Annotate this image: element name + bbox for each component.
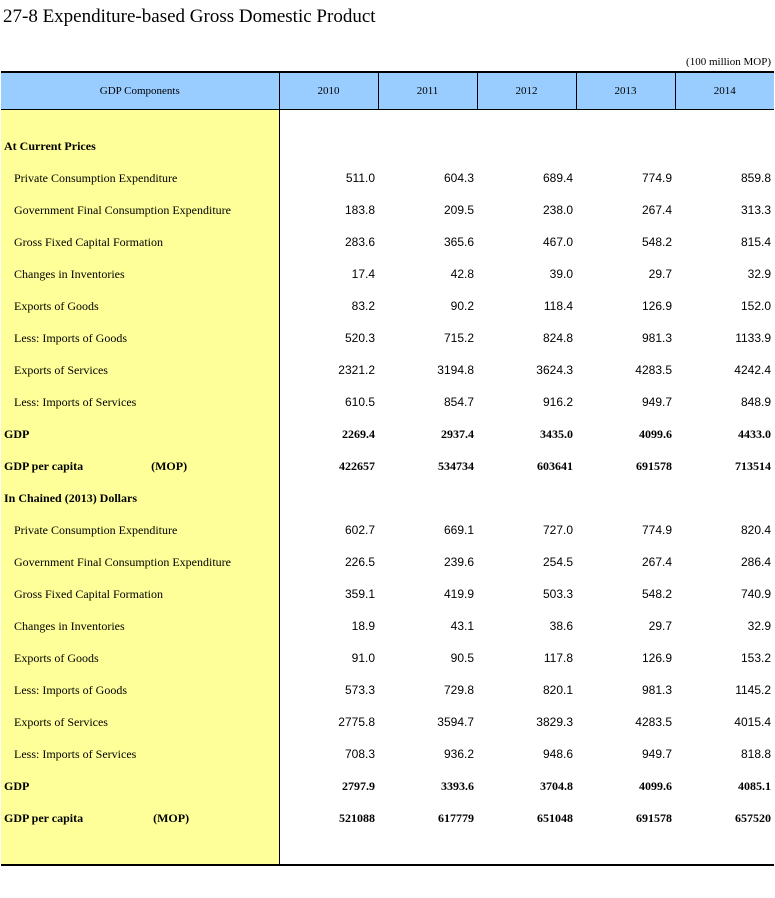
value-cell: 3594.7 [437, 715, 474, 729]
value-cell: 313.3 [740, 203, 771, 217]
tail-cell [576, 834, 675, 865]
row-label [1, 706, 279, 738]
value-cell: 359.1 [344, 587, 375, 601]
value-cell: 238.0 [542, 203, 573, 217]
value-cell: 467.0 [542, 235, 573, 249]
value-cell: 90.2 [450, 299, 474, 313]
value-cell: 1145.2 [735, 683, 771, 697]
value-cell: 4085.1 [738, 778, 771, 793]
value-cell: 651048 [537, 810, 573, 825]
row-label-text: Gross Fixed Capital Formation [14, 234, 163, 249]
value-cell: 286.4 [740, 555, 771, 569]
value-cell: 118.4 [543, 299, 573, 313]
value-cell: 90.5 [450, 651, 474, 665]
table-row [1, 226, 774, 258]
value-cell: 573.3 [344, 683, 375, 697]
value-cell: 854.7 [443, 395, 474, 409]
value-cell: 669.1 [443, 523, 474, 537]
value-cell [576, 482, 675, 514]
value-cell: 610.5 [344, 395, 375, 409]
page-title: 27-8 Expenditure-based Gross Domestic Product [3, 6, 376, 27]
value-cell: 3393.6 [441, 778, 474, 793]
value-cell [675, 130, 774, 162]
value-cell: 267.4 [641, 203, 672, 217]
value-cell: 4099.6 [639, 778, 672, 793]
value-cell: 602.7 [344, 523, 375, 537]
table-row [1, 610, 774, 642]
value-cell: 981.3 [641, 331, 672, 345]
value-cell: 534734 [438, 458, 474, 473]
value-cell: 604.3 [443, 171, 474, 185]
value-cell [279, 482, 378, 514]
row-label-text: Less: Imports of Services [14, 394, 137, 409]
value-cell: 152.0 [740, 299, 771, 313]
row-label [1, 162, 279, 194]
row-label-text: Government Final Consumption Expenditure [14, 554, 231, 569]
row-label [1, 226, 279, 258]
row-label-text: Gross Fixed Capital Formation [14, 586, 163, 601]
value-cell: 818.8 [740, 747, 771, 761]
value-cell: 2321.2 [338, 363, 375, 377]
row-label [1, 802, 279, 834]
unit-note: (100 million MOP) [686, 56, 771, 68]
value-cell: 38.6 [549, 619, 573, 633]
value-cell [576, 130, 675, 162]
value-cell: 691578 [636, 810, 672, 825]
value-cell [675, 482, 774, 514]
row-label [1, 546, 279, 578]
value-cell: 32.9 [747, 619, 771, 633]
row-label [1, 770, 279, 802]
tail-cell [477, 834, 576, 865]
spacer-cell [1, 110, 279, 131]
table-row [1, 386, 774, 418]
tail-cell [675, 834, 774, 865]
value-cell: 511.0 [345, 171, 375, 185]
table-row [1, 290, 774, 322]
value-cell: 1133.9 [735, 331, 771, 345]
value-cell: 17.4 [351, 267, 375, 281]
row-label-text: Exports of Goods [14, 298, 99, 313]
value-cell: 729.8 [443, 683, 474, 697]
value-cell: 949.7 [641, 747, 672, 761]
table-row [1, 706, 774, 738]
row-unit: (MOP) [151, 458, 188, 473]
header-row [1, 72, 774, 110]
value-cell: 3435.0 [540, 426, 573, 441]
spacer-row [1, 110, 774, 131]
value-cell: 715.2 [443, 331, 474, 345]
row-label-text: GDP per capita [4, 810, 84, 825]
table-row [1, 258, 774, 290]
header-year: 2010 [279, 72, 378, 110]
row-label [1, 610, 279, 642]
header-year: 2011 [378, 72, 477, 110]
gdp-table [1, 71, 774, 866]
row-label [1, 290, 279, 322]
row-label [1, 450, 279, 482]
value-cell: 981.3 [641, 683, 672, 697]
header-year: 2014 [675, 72, 774, 110]
value-cell: 117.8 [543, 651, 573, 665]
header-year: 2013 [576, 72, 675, 110]
value-cell: 83.2 [351, 299, 375, 313]
row-label [1, 514, 279, 546]
value-cell: 520.3 [344, 331, 375, 345]
value-cell: 820.4 [740, 523, 771, 537]
spacer-cell [477, 110, 576, 131]
row-label-text: Exports of Services [14, 362, 108, 377]
spacer-cell [279, 110, 378, 131]
spacer-cell [576, 110, 675, 131]
total-row [1, 450, 774, 482]
row-label-text: Government Final Consumption Expenditure [14, 202, 231, 217]
value-cell: 18.9 [351, 619, 375, 633]
value-cell: 2937.4 [441, 426, 474, 441]
value-cell: 29.7 [648, 619, 672, 633]
tail-cell [1, 834, 279, 865]
value-cell: 824.8 [542, 331, 573, 345]
value-cell: 727.0 [542, 523, 573, 537]
value-cell: 4433.0 [738, 426, 771, 441]
table-row [1, 578, 774, 610]
table-body [1, 110, 774, 866]
value-cell: 708.3 [344, 747, 375, 761]
total-row [1, 802, 774, 834]
row-label-text: GDP per capita [4, 458, 84, 473]
row-label [1, 674, 279, 706]
value-cell: 4283.5 [635, 363, 672, 377]
row-label-text: Less: Imports of Goods [14, 330, 127, 345]
value-cell: 4242.4 [734, 363, 771, 377]
value-cell: 365.6 [443, 235, 474, 249]
row-label [1, 386, 279, 418]
row-label [1, 642, 279, 674]
value-cell [378, 130, 477, 162]
total-row [1, 418, 774, 450]
tail-row [1, 834, 774, 865]
value-cell: 689.4 [542, 171, 573, 185]
value-cell: 422657 [339, 458, 375, 473]
value-cell: 848.9 [740, 395, 771, 409]
value-cell: 29.7 [648, 267, 672, 281]
value-cell: 3624.3 [536, 363, 573, 377]
value-cell: 916.2 [542, 395, 573, 409]
value-cell: 936.2 [443, 747, 474, 761]
value-cell: 815.4 [740, 235, 771, 249]
row-label [1, 130, 279, 162]
row-label-text: At Current Prices [4, 138, 96, 153]
value-cell: 267.4 [641, 555, 672, 569]
value-cell: 774.9 [641, 171, 672, 185]
value-cell: 209.5 [443, 203, 474, 217]
value-cell: 740.9 [740, 587, 771, 601]
value-cell: 617779 [438, 810, 474, 825]
row-label [1, 738, 279, 770]
row-label [1, 354, 279, 386]
value-cell: 3194.8 [437, 363, 474, 377]
value-cell: 4015.4 [734, 715, 771, 729]
table-row [1, 514, 774, 546]
table-row [1, 162, 774, 194]
table-row [1, 546, 774, 578]
value-cell: 226.5 [344, 555, 375, 569]
value-cell: 3829.3 [536, 715, 573, 729]
row-label-text: GDP [4, 426, 30, 441]
row-label [1, 322, 279, 354]
row-label-text: GDP [4, 778, 30, 793]
value-cell [378, 482, 477, 514]
table-row [1, 738, 774, 770]
value-cell [477, 130, 576, 162]
value-cell: 2797.9 [342, 778, 375, 793]
row-label [1, 578, 279, 610]
value-cell: 419.9 [443, 587, 474, 601]
value-cell [477, 482, 576, 514]
value-cell: 126.9 [641, 299, 672, 313]
value-cell: 521088 [339, 810, 375, 825]
table-row [1, 354, 774, 386]
row-label-text: Private Consumption Expenditure [14, 522, 178, 537]
spacer-cell [378, 110, 477, 131]
value-cell: 3704.8 [540, 778, 573, 793]
value-cell: 657520 [735, 810, 771, 825]
value-cell: 774.9 [641, 523, 672, 537]
row-label-text: Changes in Inventories [14, 266, 125, 281]
value-cell: 948.6 [542, 747, 573, 761]
value-cell: 603641 [537, 458, 573, 473]
section-row [1, 482, 774, 514]
value-cell: 153.2 [740, 651, 771, 665]
row-label [1, 194, 279, 226]
row-label [1, 418, 279, 450]
row-label-text: Private Consumption Expenditure [14, 170, 178, 185]
value-cell: 43.1 [450, 619, 474, 633]
value-cell: 239.6 [443, 555, 474, 569]
header-year: 2012 [477, 72, 576, 110]
total-row [1, 770, 774, 802]
table-row [1, 642, 774, 674]
value-cell: 4099.6 [639, 426, 672, 441]
row-label [1, 258, 279, 290]
table-row [1, 194, 774, 226]
table-row [1, 674, 774, 706]
value-cell: 691578 [636, 458, 672, 473]
value-cell: 126.9 [641, 651, 672, 665]
row-label-text: Exports of Goods [14, 650, 99, 665]
value-cell: 548.2 [641, 587, 672, 601]
value-cell: 183.8 [344, 203, 375, 217]
value-cell: 2269.4 [342, 426, 375, 441]
table-row [1, 322, 774, 354]
value-cell: 859.8 [740, 171, 771, 185]
value-cell: 254.5 [542, 555, 573, 569]
tail-cell [279, 834, 378, 865]
value-cell: 4283.5 [635, 715, 672, 729]
value-cell: 2775.8 [338, 715, 375, 729]
row-label [1, 482, 279, 514]
spacer-cell [675, 110, 774, 131]
row-label-text: Less: Imports of Services [14, 746, 137, 761]
value-cell: 42.8 [450, 267, 474, 281]
value-cell: 713514 [735, 458, 771, 473]
value-cell: 283.6 [344, 235, 375, 249]
value-cell: 39.0 [549, 267, 573, 281]
section-row [1, 130, 774, 162]
row-label-text: In Chained (2013) Dollars [4, 490, 138, 505]
row-label-text: Changes in Inventories [14, 618, 125, 633]
value-cell: 548.2 [641, 235, 672, 249]
value-cell: 503.3 [542, 587, 573, 601]
value-cell: 32.9 [747, 267, 771, 281]
value-cell [279, 130, 378, 162]
row-unit: (MOP) [153, 810, 190, 825]
header-components: GDP Components [1, 72, 279, 110]
value-cell: 949.7 [641, 395, 672, 409]
row-label-text: Exports of Services [14, 714, 108, 729]
value-cell: 820.1 [542, 683, 573, 697]
value-cell: 91.0 [351, 651, 375, 665]
row-label-text: Less: Imports of Goods [14, 682, 127, 697]
tail-cell [378, 834, 477, 865]
